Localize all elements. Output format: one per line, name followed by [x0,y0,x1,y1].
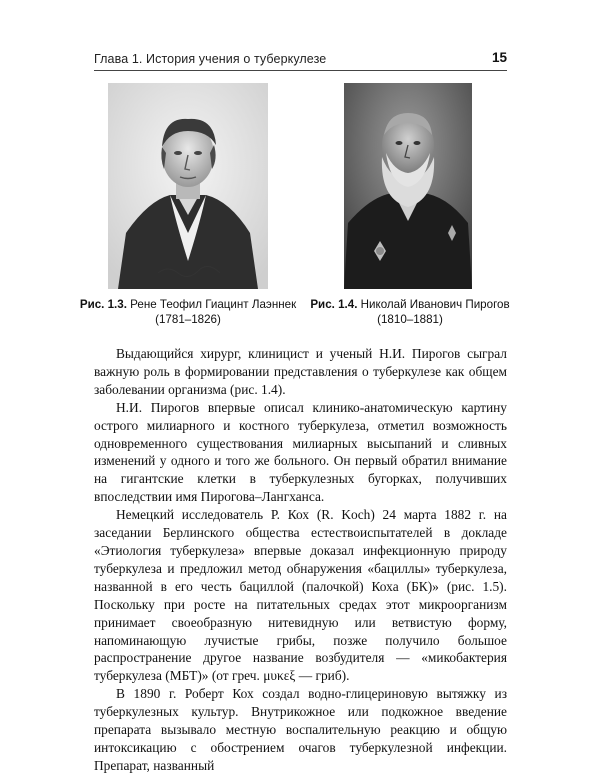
figure-caption [72,297,304,327]
figure-label: Рис. 1.3. [79,298,127,311]
paragraph: Немецкий исследователь Р. Кох (R. Koch) 24 марта 1882 г. на заседании Берлинского общества естествоиспытателей в докладе «Этиология туберкулеза» впервые доказал инфекционную природу туберкулеза и предложил метод обнаружения «бациллы» туберкулеза, названной в его честь бациллой (палочкой) Коха (БК)» (рис. 1.5). Поскольку при росте на питательных средах этот микроорганизм принимает своеобразную нитевидную или ветвистую форму, напоминающую лучистые грибы, позже получило большое распространение другое название возбудителя — «микобактерия туберкулеза (МБТ)» (от греч. μυκεξ — гриб). [94,507,507,684]
caption-dates: (1781–1826) [155,313,221,326]
caption-name: Рене Теофил Гиацинт Лаэннек [130,298,297,311]
portrait-laennec [108,83,268,289]
portrait-pirogov [344,83,472,289]
caption-name: Николай Иванович Пирогов [360,298,510,311]
caption-dates: (1810–1881) [377,313,443,326]
body-text [94,345,507,775]
chapter-title: Глава 1. История учения о туберкулезе [94,52,327,66]
page-number: 15 [491,50,507,65]
paragraph: Выдающийся хирург, клиницист и ученый Н.И. Пирогов сыграл важную роль в формировании представления о туберкулезе как общем заболевании организма (рис. 1.4). [94,346,507,397]
paragraph: Н.И. Пирогов впервые описал клинико-анатомическую картину острого милиарного и костного туберкулеза, отметил возможность одновременного существования милиарных высыпаний и сливных изменений у одного и того же больного. Он первый обратил внимание на гигантские клетки в туберкулезных бугорках, получивших впоследствии имя Пирогова–Лангханса. [94,399,507,505]
figure-label: Рис. 1.4. [310,298,358,311]
paragraph: В 1890 г. Роберт Кох создал водно-глицериновую вытяжку из туберкулезных культур. Внутрикожное или подкожное введение препарата вызывало местную воспалительную реакцию и общую интоксикацию с обострением очагов туберкулезной инфекции. Препарат, названный [94,686,507,773]
running-header [94,50,507,71]
figure-caption [300,297,520,327]
